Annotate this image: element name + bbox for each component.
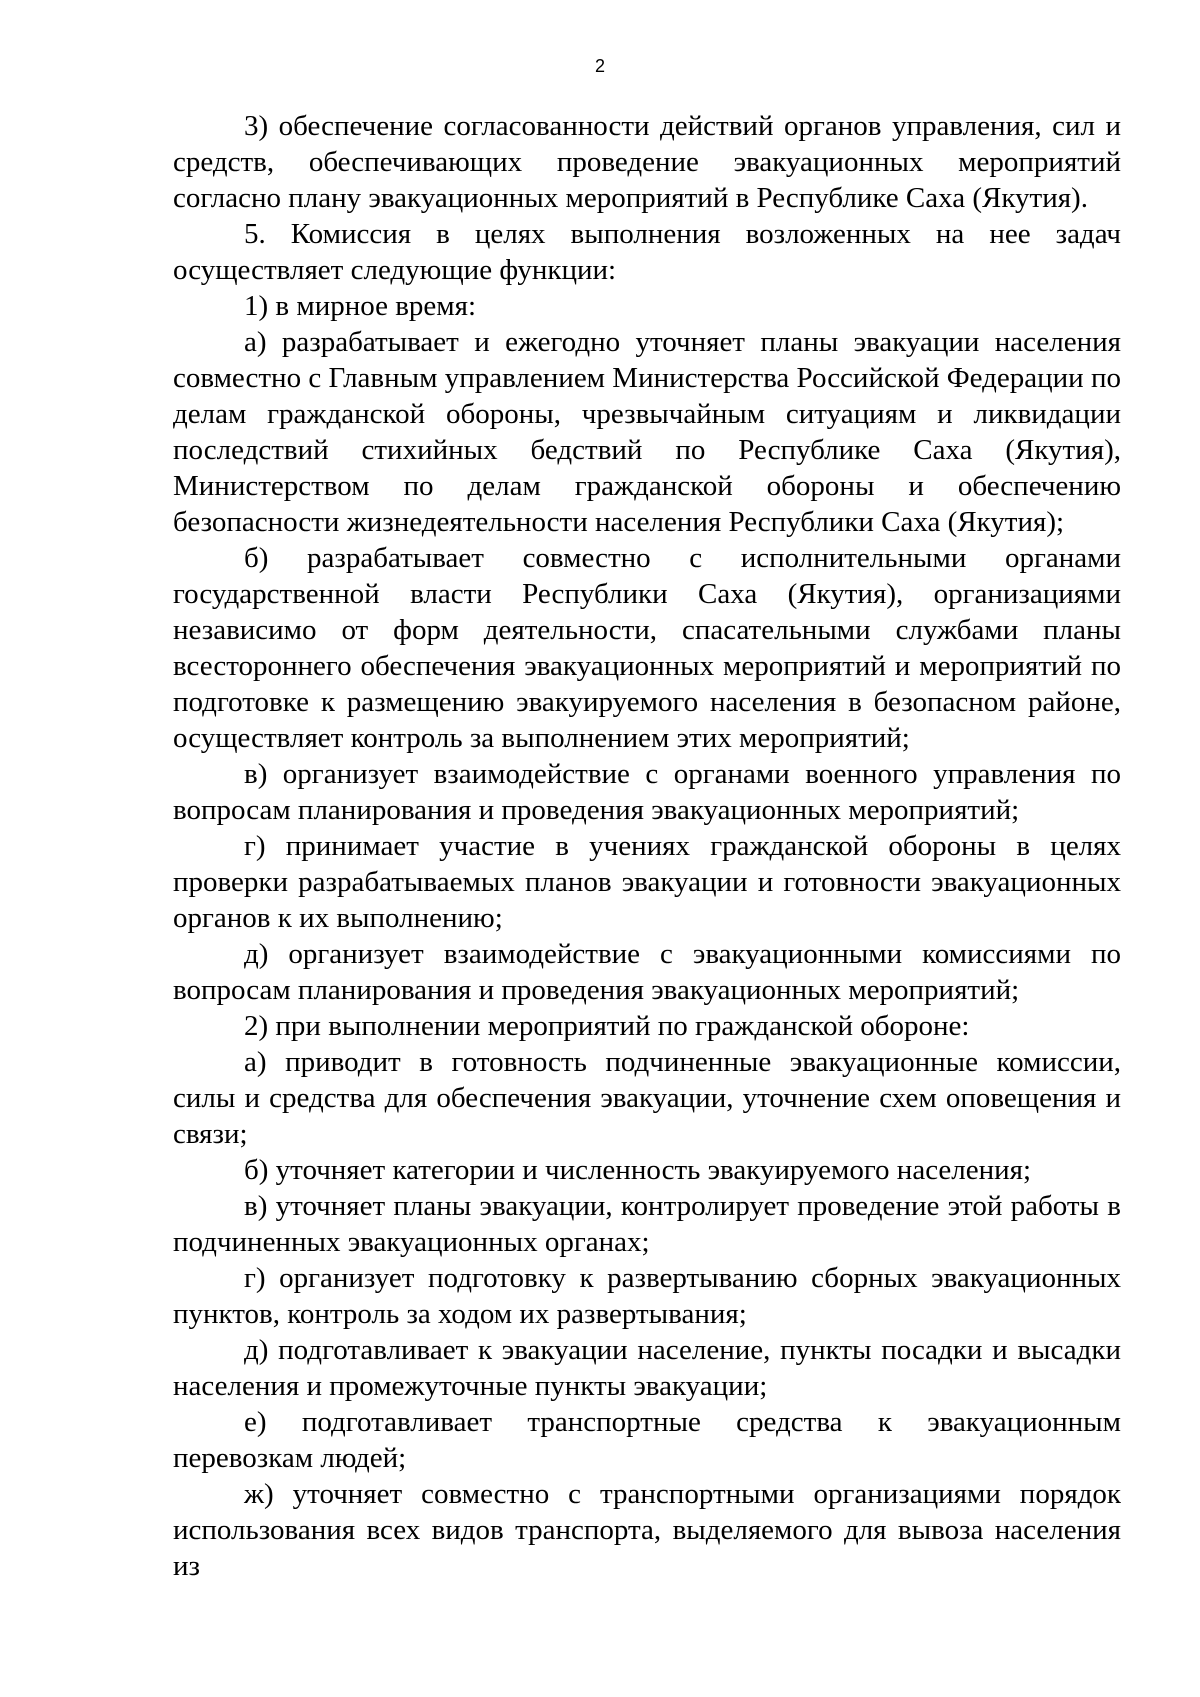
- page-number: 2: [594, 56, 605, 76]
- document-body: [173, 108, 1121, 1584]
- paragraph: г) принимает участие в учениях гражданской обороны в целях проверки разрабатываемых планов эвакуации и готовности эвакуационных органов к их выполнению;: [173, 830, 1121, 934]
- paragraph: д) подготавливает к эвакуации население, пункты посадки и высадки населения и промежуточные пункты эвакуации;: [173, 1334, 1121, 1402]
- paragraph: д) организует взаимодействие с эвакуационными комиссиями по вопросам планирования и проведения эвакуационных мероприятий;: [173, 938, 1121, 1006]
- paragraph: а) приводит в готовность подчиненные эвакуационные комиссии, силы и средства для обеспечения эвакуации, уточнение схем оповещения и связи;: [173, 1046, 1121, 1150]
- paragraph: е) подготавливает транспортные средства к эвакуационным перевозкам людей;: [173, 1406, 1121, 1474]
- paragraph: в) организует взаимодействие с органами военного управления по вопросам планирования и проведения эвакуационных мероприятий;: [173, 758, 1121, 826]
- paragraph: б) разрабатывает совместно с исполнительными органами государственной власти Республики Саха (Якутия), организациями независимо от форм деятельности, спасательными службами планы всестороннего обеспечения эвакуационных мероприятий и мероприятий по подготовке к размещению эвакуируемого населения в безопасном районе, осуществляет контроль за выполнением этих мероприятий;: [173, 542, 1121, 754]
- paragraph: а) разрабатывает и ежегодно уточняет планы эвакуации населения совместно с Главным управлением Министерства Российской Федерации по делам гражданской обороны, чрезвычайным ситуациям и ликвидации последствий стихийных бедствий по Республике Саха (Якутия), Министерством по делам гражданской обороны и обеспечению безопасности жизнедеятельности населения Республики Саха (Якутия);: [173, 326, 1121, 538]
- paragraph: 3) обеспечение согласованности действий органов управления, сил и средств, обеспечивающих проведение эвакуационных мероприятий согласно плану эвакуационных мероприятий в Республике Саха (Якутия).: [173, 110, 1121, 214]
- paragraph: 1) в мирное время:: [244, 290, 477, 322]
- paragraph: 2) при выполнении мероприятий по гражданской обороне:: [244, 1010, 970, 1042]
- paragraph: в) уточняет планы эвакуации, контролирует проведение этой работы в подчиненных эвакуационных органах;: [173, 1190, 1121, 1258]
- paragraph: г) организует подготовку к развертыванию сборных эвакуационных пунктов, контроль за ходом их развертывания;: [173, 1262, 1121, 1330]
- paragraph: ж) уточняет совместно с транспортными организациями порядок использования всех видов транспорта, выделяемого для вывоза населения из: [173, 1478, 1121, 1582]
- paragraph: б) уточняет категории и численность эвакуируемого населения;: [244, 1154, 1032, 1186]
- paragraph: 5. Комиссия в целях выполнения возложенных на нее задач осуществляет следующие функции:: [173, 218, 1121, 286]
